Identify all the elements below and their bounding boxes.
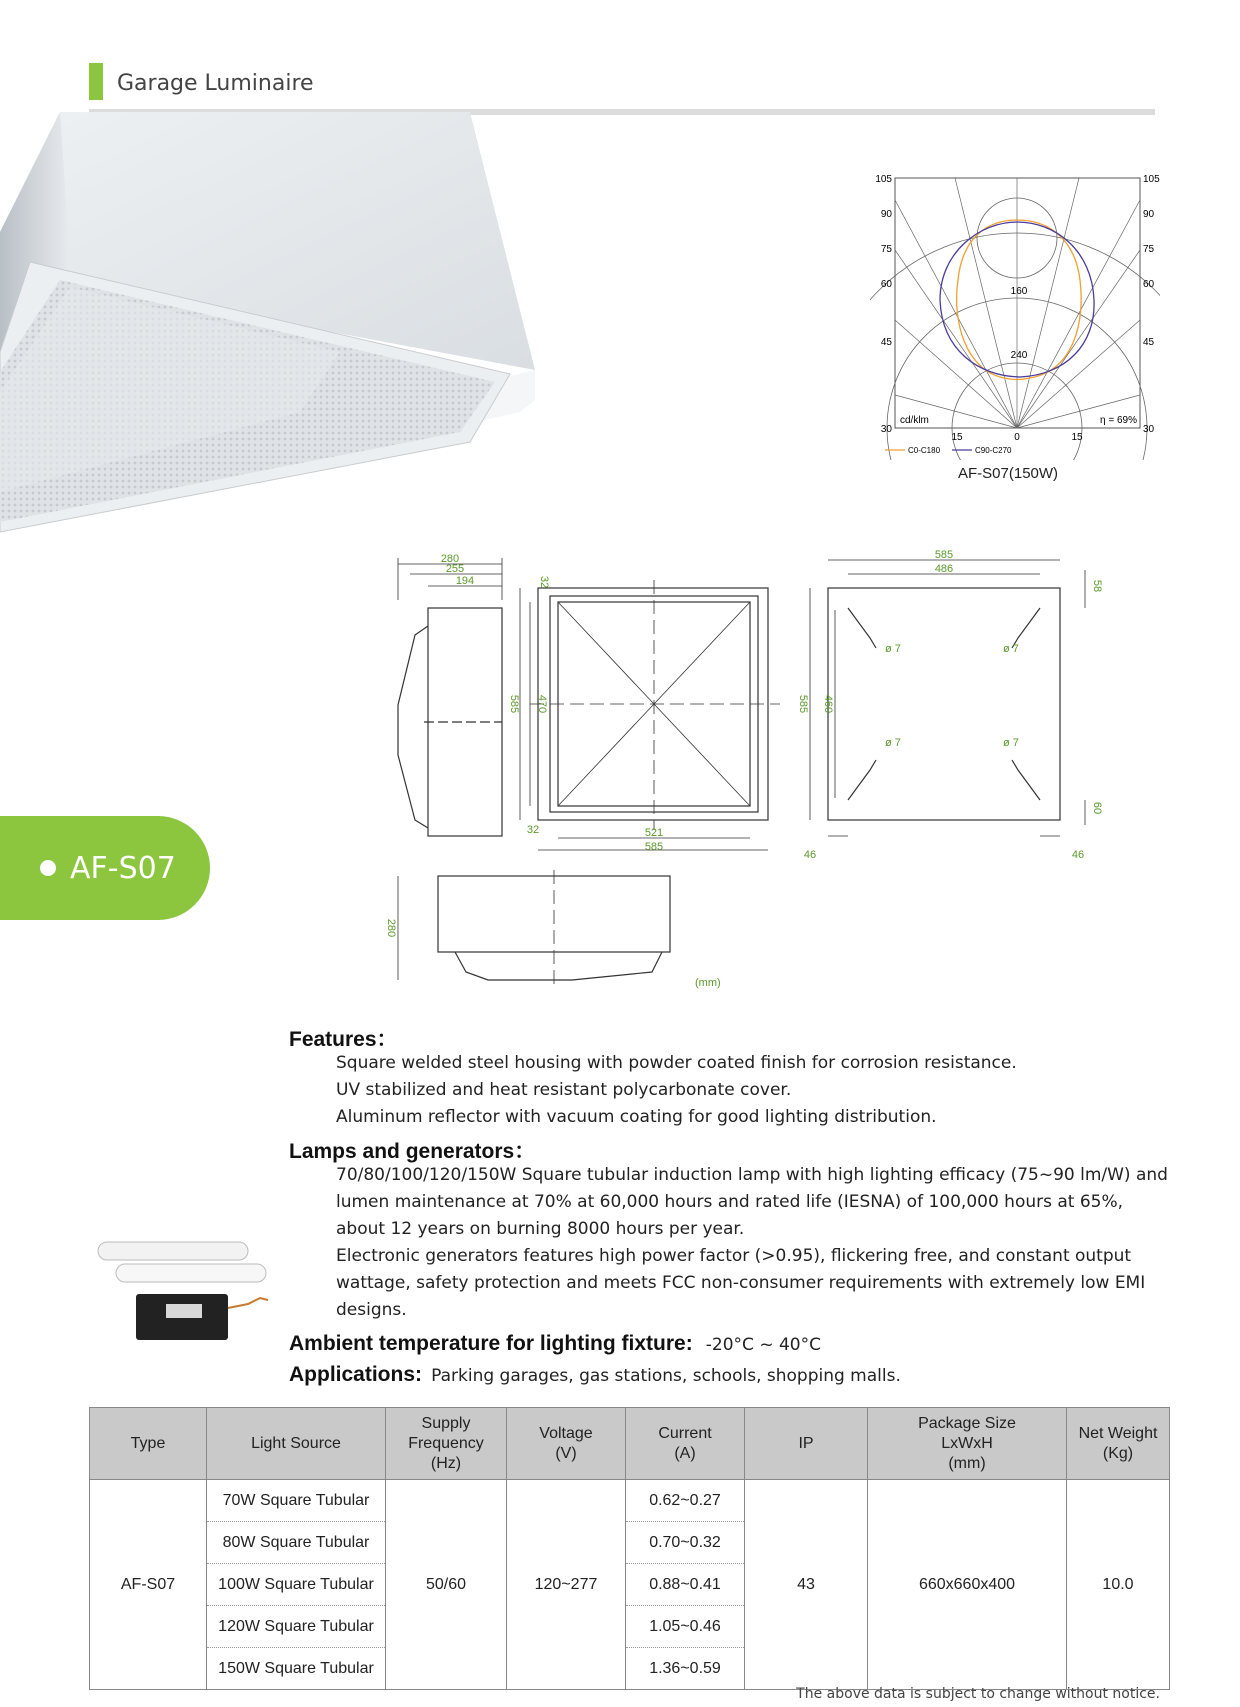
photometric-diagram bbox=[870, 170, 1160, 460]
left-tick: 90 bbox=[880, 209, 892, 220]
cell-current: 1.36~0.59 bbox=[626, 1648, 745, 1690]
spec-table bbox=[89, 1407, 1170, 1690]
dim-label: 46 bbox=[803, 849, 817, 861]
dim-label: 58 bbox=[1091, 579, 1103, 593]
cell-light-source: 120W Square Tubular bbox=[207, 1606, 386, 1648]
header-frequency bbox=[386, 1408, 507, 1480]
dim-label: 521 bbox=[644, 827, 664, 839]
cell-frequency: 50/60 bbox=[386, 1480, 507, 1690]
header-text: (A) bbox=[674, 1444, 696, 1462]
dim-label: 486 bbox=[934, 563, 954, 575]
header-text: Supply bbox=[421, 1414, 471, 1432]
header-type: Type bbox=[90, 1408, 207, 1480]
unit-label: cd/klm bbox=[900, 415, 929, 426]
feature-item: Aluminum reflector with vacuum coating for good lighting distribution. bbox=[336, 1107, 937, 1127]
ambient-value: -20°C ~ 40°C bbox=[705, 1335, 821, 1355]
hole-label: ø 7 bbox=[885, 643, 901, 655]
bottom-tick: 15 bbox=[951, 432, 963, 443]
applications-line bbox=[289, 1363, 901, 1390]
header-text: LxWxH bbox=[941, 1434, 993, 1452]
dim-label: 470 bbox=[536, 694, 548, 714]
left-tick: 45 bbox=[880, 337, 892, 348]
bottom-tick: 0 bbox=[1014, 432, 1020, 443]
left-tick: 105 bbox=[875, 174, 892, 185]
hole-label: ø 7 bbox=[1003, 643, 1019, 655]
dim-label: 46 bbox=[1071, 849, 1085, 861]
left-tick: 60 bbox=[880, 279, 892, 290]
right-tick: 60 bbox=[1143, 279, 1155, 290]
hole-label: ø 7 bbox=[1003, 737, 1019, 749]
ambient-line bbox=[289, 1332, 821, 1359]
cell-type: AF-S07 bbox=[90, 1480, 207, 1690]
right-tick: 45 bbox=[1143, 337, 1155, 348]
cell-current: 0.70~0.32 bbox=[626, 1522, 745, 1564]
model-tab bbox=[0, 816, 210, 920]
page-title: Garage Luminaire bbox=[117, 71, 314, 96]
ring-label: 160 bbox=[1010, 286, 1028, 297]
header-text: Frequency bbox=[408, 1434, 484, 1452]
header-text: (V) bbox=[555, 1444, 577, 1462]
lamps-text bbox=[336, 1162, 1170, 1324]
cell-light-source: 100W Square Tubular bbox=[207, 1564, 386, 1606]
unit-note: (mm) bbox=[695, 977, 721, 989]
bullet-icon bbox=[40, 860, 56, 876]
features-title: Features： bbox=[289, 1028, 398, 1051]
feature-item: Square welded steel housing with powder coated finish for corrosion resistance. bbox=[336, 1053, 1017, 1073]
header-text: Package Size bbox=[918, 1414, 1016, 1432]
dim-label: 32 bbox=[538, 576, 550, 589]
header-weight bbox=[1067, 1408, 1170, 1480]
model-name: AF-S07 bbox=[70, 850, 176, 886]
photometric-caption: AF-S07(150W) bbox=[958, 465, 1059, 482]
header-text: Voltage bbox=[539, 1424, 593, 1442]
cell-current: 0.62~0.27 bbox=[626, 1480, 745, 1522]
cell-light-source: 150W Square Tubular bbox=[207, 1648, 386, 1690]
product-photo bbox=[0, 112, 560, 544]
feature-item: UV stabilized and heat resistant polycarbonate cover. bbox=[336, 1080, 792, 1100]
bottom-tick: 15 bbox=[1071, 432, 1083, 443]
cell-light-source: 80W Square Tubular bbox=[207, 1522, 386, 1564]
lamps-paragraph: Electronic generators features high power factor (>0.95), flickering free, and constant output wattage, safety protection and meets FCC non-consumer requirements with extremely low EMI designs. bbox=[336, 1246, 1146, 1320]
features-list bbox=[336, 1050, 1166, 1131]
footer-note: The above data is subject to change without notice. bbox=[796, 1686, 1160, 1702]
lamps-paragraph: 70/80/100/120/150W Square tubular induction lamp with high lighting efficacy (75~90 lm/W) and lumen maintenance at 70% at 60,000 hours and rated life (IESNA) of 100,000 hours at 65%, about 12 years on burning 8000 hours per year. bbox=[336, 1165, 1168, 1239]
header-package bbox=[868, 1408, 1067, 1480]
dim-label: 585 bbox=[934, 549, 954, 561]
cell-voltage: 120~277 bbox=[507, 1480, 626, 1690]
right-tick: 30 bbox=[1143, 424, 1155, 435]
header-ip: IP bbox=[745, 1408, 868, 1480]
header-voltage bbox=[507, 1408, 626, 1480]
dim-label: 60 bbox=[1091, 801, 1103, 815]
left-tick: 30 bbox=[880, 424, 892, 435]
applications-title: Applications: bbox=[289, 1363, 423, 1386]
dim-label: 194 bbox=[455, 575, 475, 587]
lamps-title: Lamps and generators： bbox=[289, 1140, 536, 1163]
left-tick: 75 bbox=[880, 244, 892, 255]
dim-label: 280 bbox=[385, 918, 397, 938]
dim-label: 460 bbox=[822, 694, 834, 714]
ambient-title: Ambient temperature for lighting fixture: bbox=[289, 1332, 693, 1355]
dim-label: 280 bbox=[440, 553, 460, 565]
applications-value: Parking garages, gas stations, schools, shopping malls. bbox=[431, 1366, 901, 1386]
cell-package: 660x660x400 bbox=[868, 1480, 1067, 1690]
dim-label: 585 bbox=[644, 841, 664, 853]
legend-c0-c180: C0-C180 bbox=[908, 446, 941, 455]
dim-label: 585 bbox=[508, 694, 520, 714]
table-header-row bbox=[90, 1408, 1170, 1480]
header-current bbox=[626, 1408, 745, 1480]
dim-label: 32 bbox=[526, 824, 540, 836]
header-text: (Hz) bbox=[430, 1454, 462, 1472]
cell-ip: 43 bbox=[745, 1480, 868, 1690]
header-text: (Kg) bbox=[1102, 1444, 1134, 1462]
right-tick: 105 bbox=[1143, 174, 1160, 185]
header-text: Current bbox=[658, 1424, 712, 1442]
table-row bbox=[90, 1480, 1170, 1522]
dim-label: 255 bbox=[445, 563, 465, 575]
header-accent-bar bbox=[89, 63, 103, 100]
header-text: Net Weight bbox=[1078, 1424, 1158, 1442]
ring-label: 240 bbox=[1010, 350, 1028, 361]
efficiency-label: η = 69% bbox=[1100, 415, 1137, 426]
cell-weight: 10.0 bbox=[1067, 1480, 1170, 1690]
cell-current: 0.88~0.41 bbox=[626, 1564, 745, 1606]
lamp-generator-photo bbox=[88, 1228, 278, 1350]
header-light-source: Light Source bbox=[207, 1408, 386, 1480]
hole-label: ø 7 bbox=[885, 737, 901, 749]
cell-light-source: 70W Square Tubular bbox=[207, 1480, 386, 1522]
header-text: (mm) bbox=[948, 1454, 986, 1472]
legend-c90-c270: C90-C270 bbox=[975, 446, 1012, 455]
right-tick: 75 bbox=[1143, 244, 1155, 255]
dim-label: 585 bbox=[797, 694, 809, 714]
right-tick: 90 bbox=[1143, 209, 1155, 220]
dimension-drawings bbox=[380, 540, 1160, 1000]
cell-current: 1.05~0.46 bbox=[626, 1606, 745, 1648]
